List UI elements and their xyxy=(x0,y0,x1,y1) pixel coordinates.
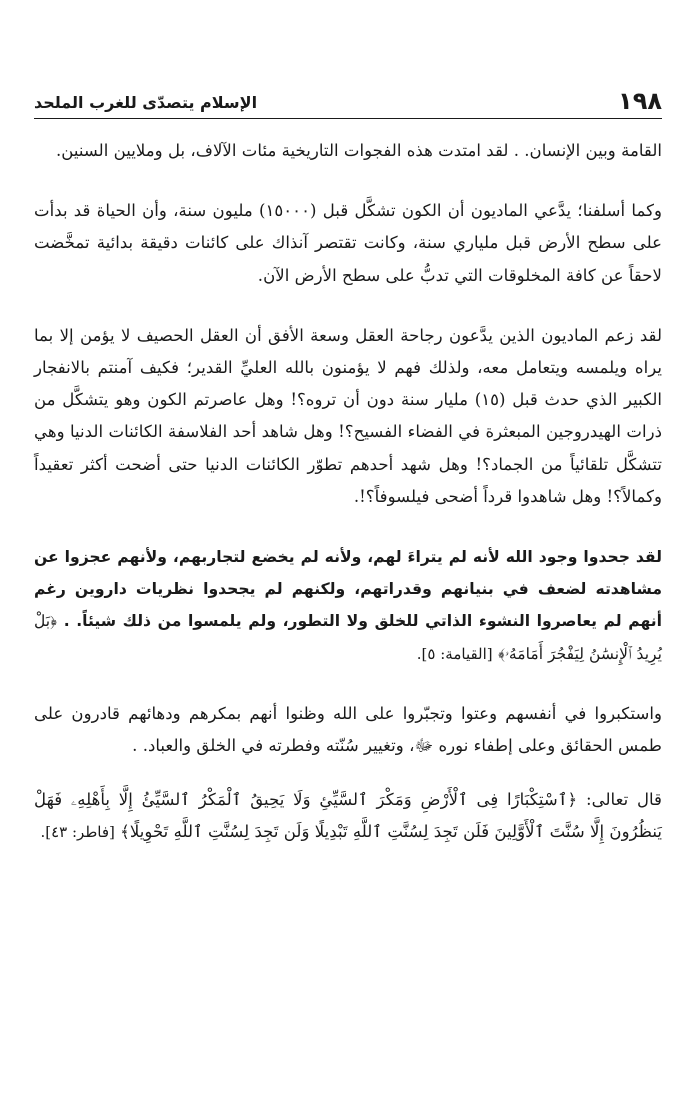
running-title: الإسلام يتصدّى للغرب الملحد xyxy=(34,91,257,118)
closing-paragraph xyxy=(34,784,662,848)
bold-paragraph-text: لقد جحدوا وجود الله لأنه لم يتراءَ لهم، ولأنه لم يخضع لتجاربهم، ولأنهم عجزوا عن مشاهدته لضعف في بنيانهم وقدراتهم، ولكنهم لم يجحدوا نظريات داروين رغم أنهم لم يعاصروا النشوء الذاتي للخلق ولا التطور، ولم يلمسوا من ذلك شيئاً. . xyxy=(34,548,662,631)
citation-qiyamah: [القيامة: ٥]. xyxy=(416,644,493,663)
book-page xyxy=(34,84,662,877)
paragraph-3: لقد زعم الماديون الذين يدَّعون رجاحة العقل وسعة الأفق أن العقل الحصيف لا يؤمن إلا بما يراه ويلمسه ويتعامل معه، ولذلك فهم لا يؤمنون بالله العليِّ القدير؛ فكيف آمنتم بالانفجار الكبير الذي حدث قبل (١٥) مليار سنة دون أن تروه؟! وهل عاصرتم الكون وهو يتشكَّل من ذرات الهيدروجين المبعثرة في الفضاء الفسيح؟! وهل شاهد أحد الفلاسفة الكائنات الدنيا وهي تتشكَّل تلقائياً من الجماد؟! وهل شهد أحدهم تطوّر الكائنات الدنيا حتى أضحت أكثر تعقيداً وكمالاً؟! وهل شاهدوا قرداً أضحى فيلسوفاً؟!. xyxy=(34,325,662,506)
quran-verse-fatir: ﴿ٱسْتِكْبَارًا فِى ٱلْأَرْضِ وَمَكْرَ ٱلسَّيِّئِ وَلَا يَحِيقُ ٱلْمَكْرُ ٱلسَّيِّئُ إِلَّا بِأَهْلِهِۦ فَهَلْ يَنظُرُونَ إِلَّا سُنَّتَ ٱلْأَوَّلِينَ فَلَن تَجِدَ لِسُنَّتِ ٱللَّهِ تَبْدِيلًا وَلَن تَجِدَ لِسُنَّتِ ٱللَّهِ تَحْوِيلًا﴾ xyxy=(34,790,662,842)
quran-verse-qiyamah: ﴿بَلْ يُرِيدُ ٱلْإِنسَٰنُ لِيَفْجُرَ أَمَامَهُۥ﴾ xyxy=(34,612,662,663)
paragraph-4: واستكبروا في أنفسهم وعتوا وتجبّروا على الله وظنوا أنهم بمكرهم ودهائهم قادرون على طمس الحقائق وعلى إطفاء نوره ﷻ، وتغيير سُنّته وفطرته في الخلق والعباد. . xyxy=(34,703,662,756)
page-header xyxy=(34,84,662,119)
page-number: ١٩٨ xyxy=(618,87,662,115)
citation-fatir: [فاطر: ٤٣]. xyxy=(40,823,115,842)
body-text xyxy=(34,135,662,849)
paragraph-1: القامة وبين الإنسان. . لقد امتدت هذه الفجوات التاريخية مئات الآلاف، بل وملايين السنين. xyxy=(55,141,662,160)
closing-intro: قال تعالى: xyxy=(586,790,662,810)
bold-paragraph xyxy=(34,541,662,670)
paragraph-2: وكما أسلفنا؛ يدَّعي الماديون أن الكون تشكَّل قبل (١٥٠٠٠) مليون سنة، وأن الحياة قد بدأت على سطح الأرض قبل ملياري سنة، وكانت تقتصر آنذاك على كائنات دقيقة بدائية تمخَّضت لاحقاً عن كافة المخلوقات التي تدبُّ على سطح الأرض الآن. xyxy=(34,201,662,285)
